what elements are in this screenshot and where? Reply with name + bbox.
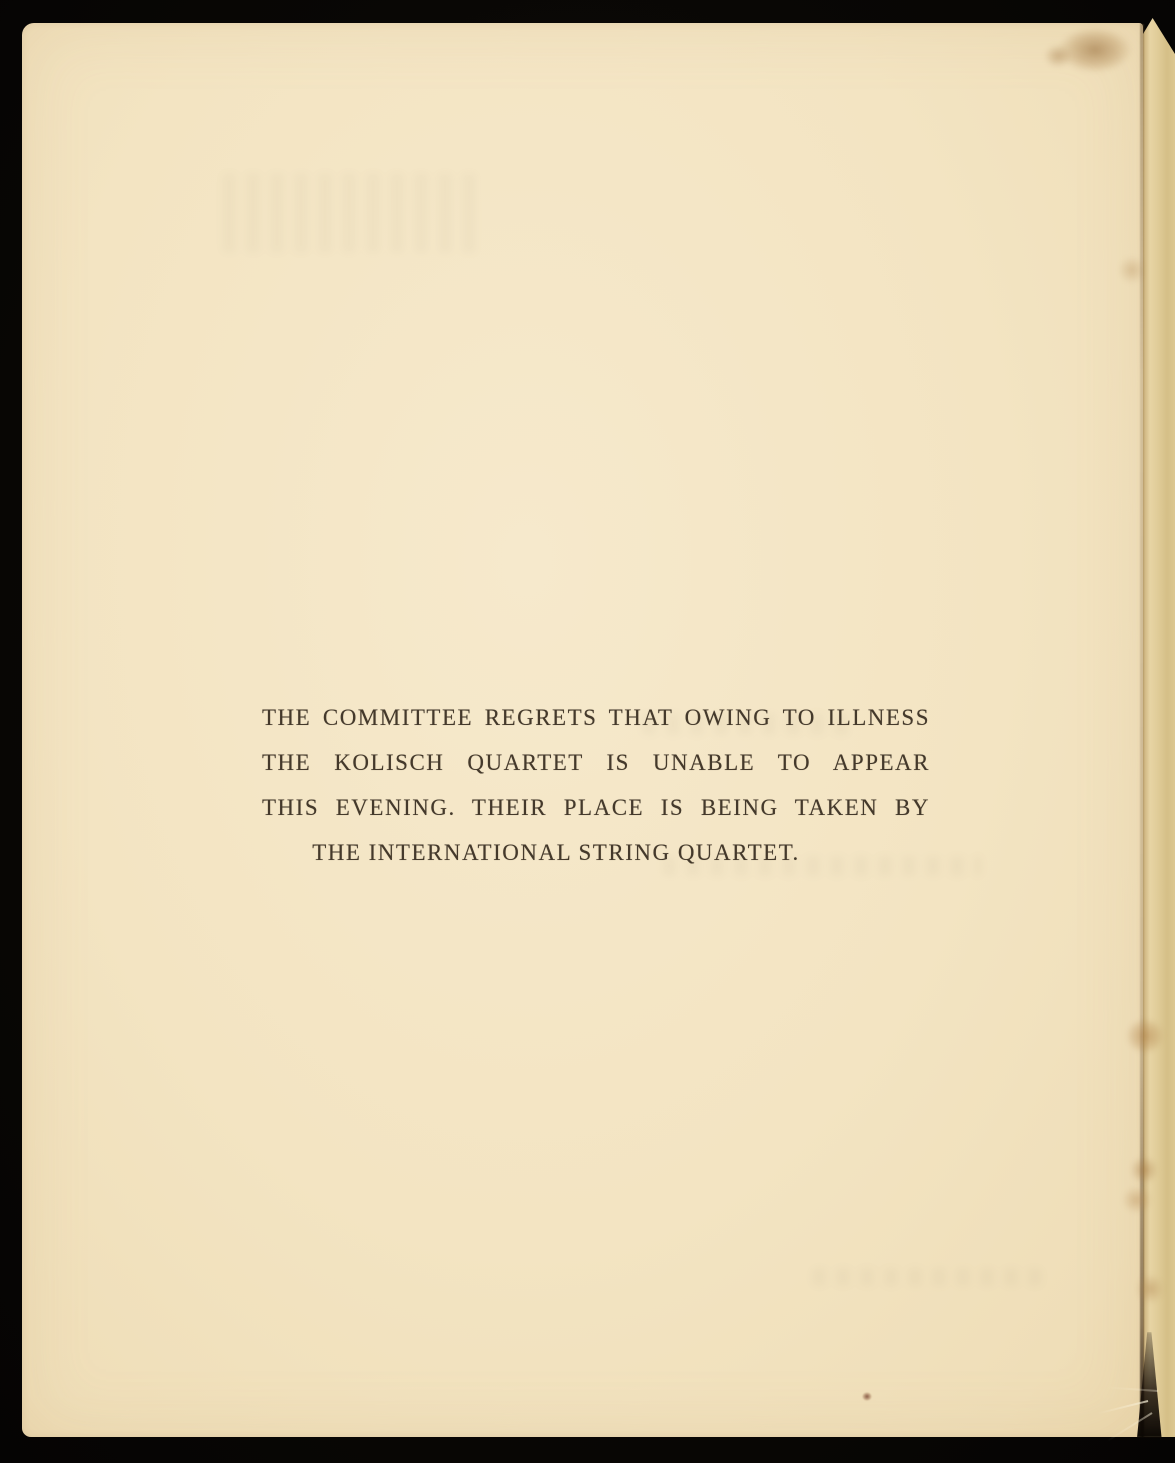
page-gutter-crease [1140,24,1144,1437]
underlying-page-edge [1143,18,1175,1437]
showthrough-smudge [222,173,482,253]
showthrough-smudge [812,1268,1042,1286]
notice-line: THE INTERNATIONAL STRING QUARTET. [312,840,800,865]
notice-line: THE COMMITTEE REGRETS THAT OWING TO ILLNESS [262,705,930,730]
committee-notice [262,704,930,884]
notice-line: THIS EVENING. THEIR PLACE IS BEING TAKEN BY [262,795,930,820]
notice-line: THE KOLISCH QUARTET IS UNABLE TO APPEAR [262,750,930,775]
